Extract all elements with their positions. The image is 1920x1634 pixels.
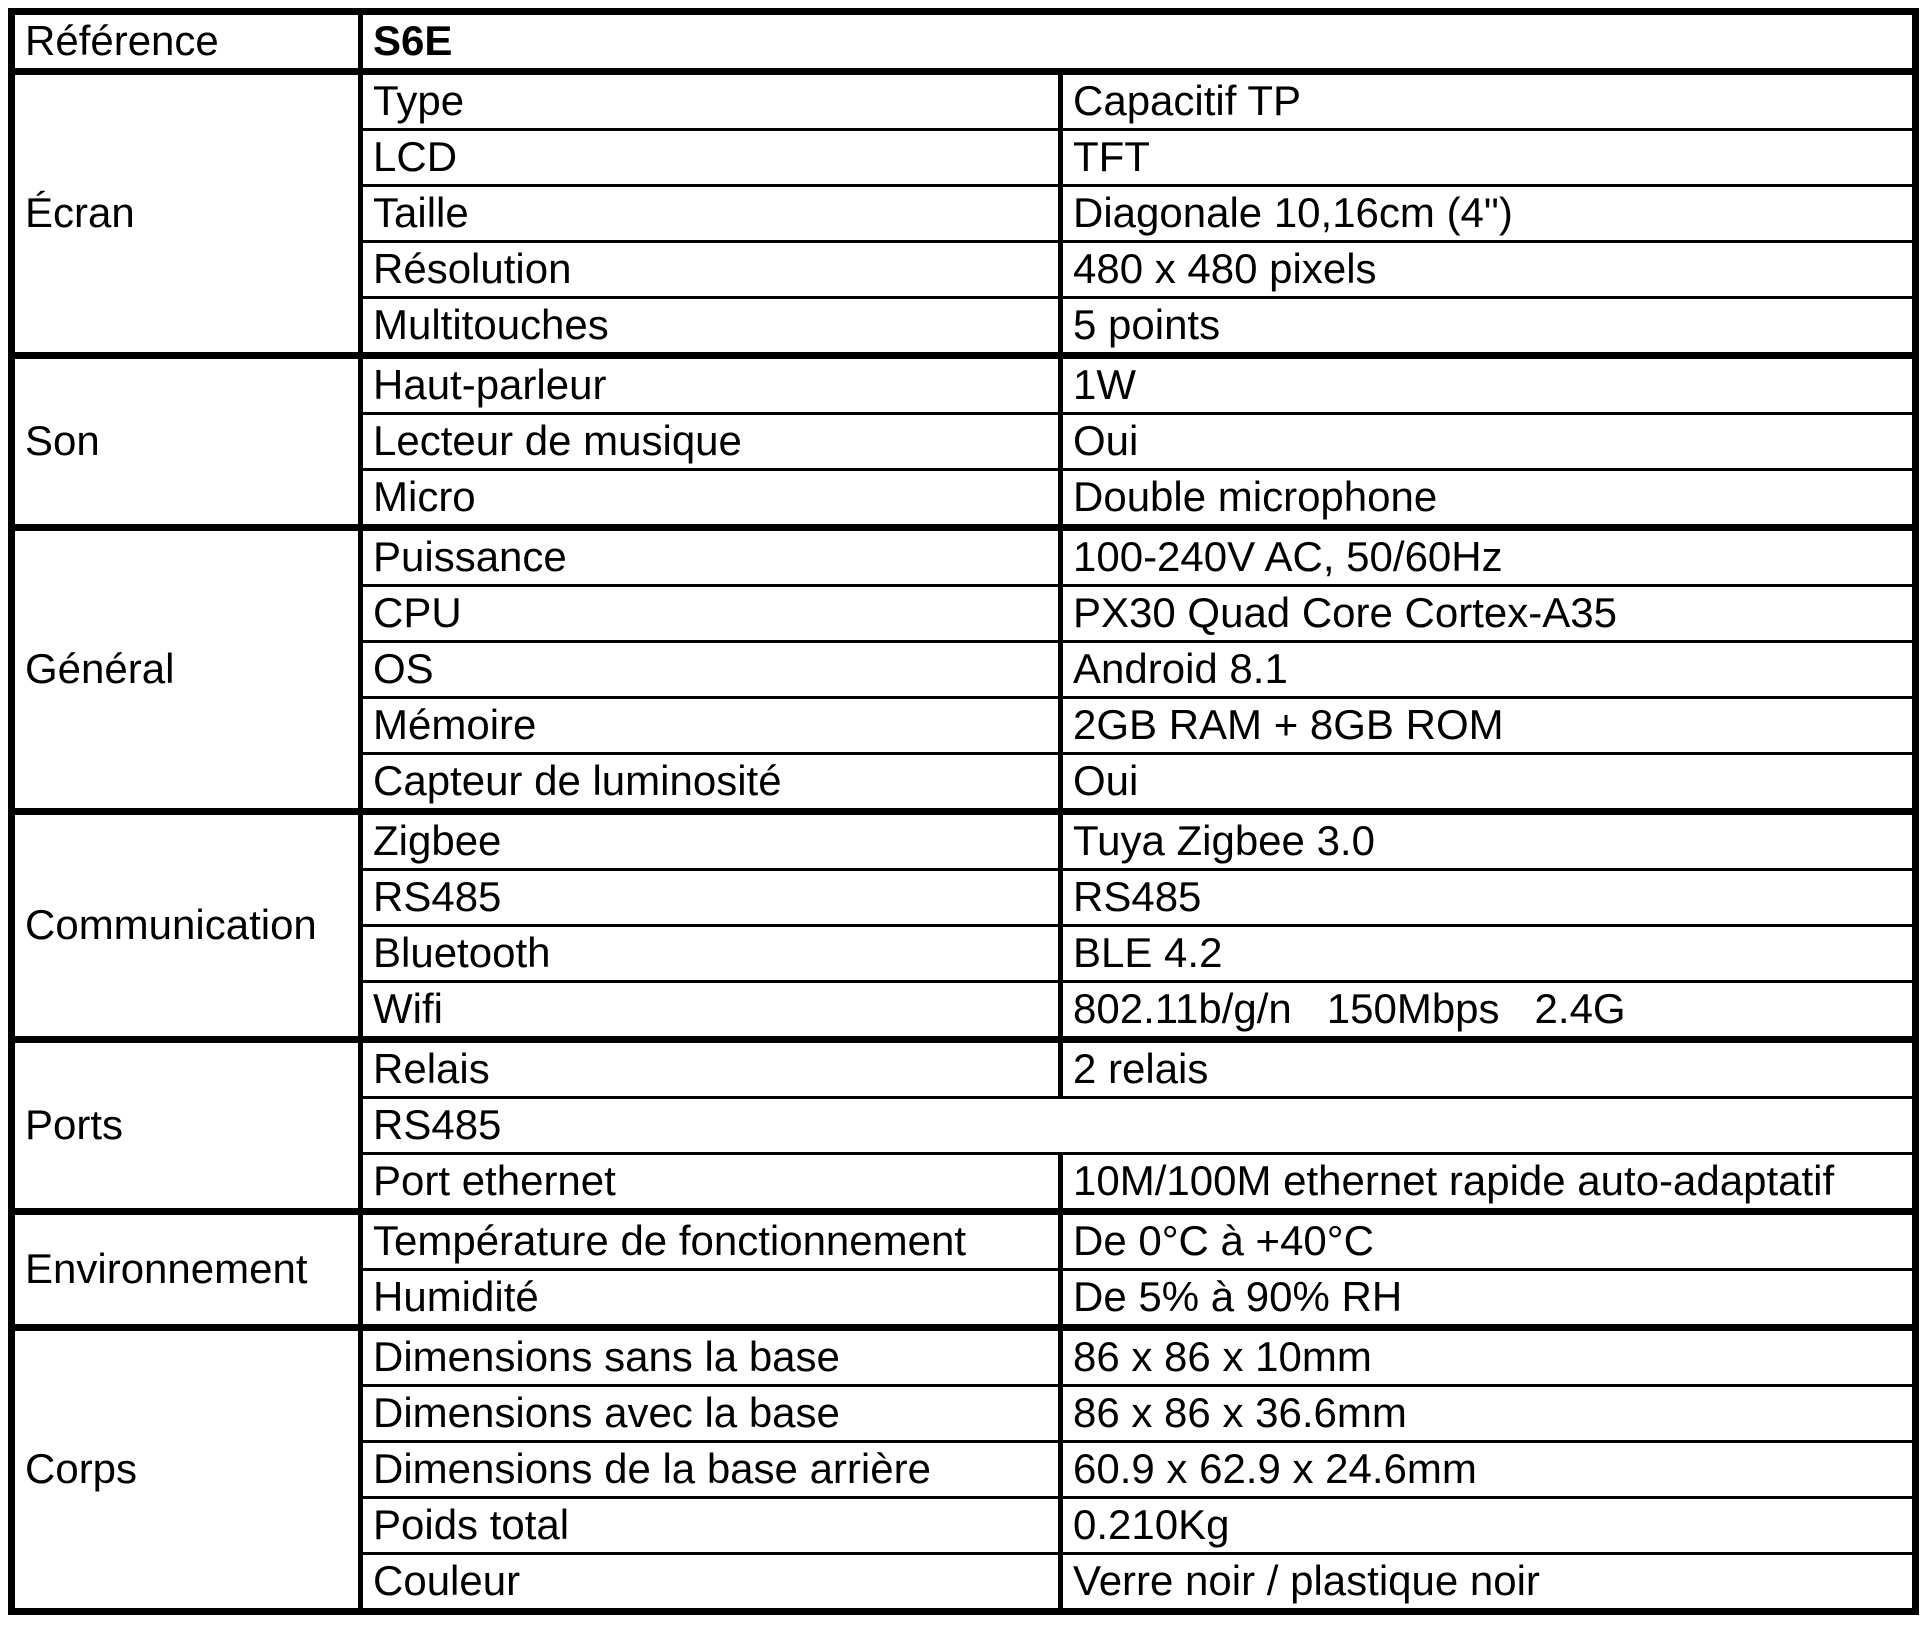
spec-label-cell: Port ethernet [361,1154,1061,1212]
spec-value-cell: 5 points [1061,298,1916,356]
spec-label-cell: RS485 [361,870,1061,926]
spec-label-cell: Mémoire [361,698,1061,754]
category-cell: Son [12,356,361,528]
spec-label-cell: OS [361,642,1061,698]
spec-value-cell: Capacitif TP [1061,72,1916,130]
spec-label-cell: CPU [361,586,1061,642]
reference-row [12,12,1916,72]
category-cell: Écran [12,72,361,356]
spec-row [12,528,1916,586]
spec-table-body [12,12,1916,1612]
spec-label-cell: Puissance [361,528,1061,586]
spec-value-cell: 0.210Kg [1061,1498,1916,1554]
spec-label-cell: Dimensions de la base arrière [361,1442,1061,1498]
spec-label-cell: Lecteur de musique [361,414,1061,470]
spec-value-cell: Android 8.1 [1061,642,1916,698]
product-code: S6E [361,12,1916,72]
spec-value-cell: RS485 [1061,870,1916,926]
spec-value-cell: De 5% à 90% RH [1061,1270,1916,1328]
category-cell: Communication [12,812,361,1040]
spec-label-cell: Poids total [361,1498,1061,1554]
spec-label-cell: Type [361,72,1061,130]
spec-table [8,8,1919,1615]
spec-label-cell: Haut-parleur [361,356,1061,414]
category-cell: Ports [12,1040,361,1212]
spec-label-cell: Bluetooth [361,926,1061,982]
spec-row [12,72,1916,130]
spec-value-cell: Oui [1061,754,1916,812]
spec-value-cell: 86 x 86 x 10mm [1061,1328,1916,1386]
spec-label-cell: Température de fonctionnement [361,1212,1061,1270]
spec-label-cell: Zigbee [361,812,1061,870]
spec-label-cell: Résolution [361,242,1061,298]
spec-value-cell: Double microphone [1061,470,1916,528]
spec-value-cell: 2 relais [1061,1040,1916,1098]
spec-label-cell: Micro [361,470,1061,528]
spec-label-cell: RS485 [361,1098,1916,1154]
spec-value-cell: TFT [1061,130,1916,186]
spec-row [12,356,1916,414]
spec-value-cell: Tuya Zigbee 3.0 [1061,812,1916,870]
spec-label-cell: LCD [361,130,1061,186]
spec-label-cell: Multitouches [361,298,1061,356]
reference-label: Référence [12,12,361,72]
spec-value-cell: 2GB RAM + 8GB ROM [1061,698,1916,754]
spec-value-cell: 480 x 480 pixels [1061,242,1916,298]
spec-value-cell: Oui [1061,414,1916,470]
spec-value-cell: Diagonale 10,16cm (4") [1061,186,1916,242]
category-cell: Général [12,528,361,812]
spec-label-cell: Couleur [361,1554,1061,1612]
spec-value-cell: PX30 Quad Core Cortex-A35 [1061,586,1916,642]
category-cell: Environnement [12,1212,361,1328]
spec-row [12,1040,1916,1098]
spec-row [12,1328,1916,1386]
spec-label-cell: Humidité [361,1270,1061,1328]
spec-value-cell: De 0°C à +40°C [1061,1212,1916,1270]
spec-value-cell: 1W [1061,356,1916,414]
spec-value-cell: 802.11b/g/n 150Mbps 2.4G [1061,982,1916,1040]
spec-row [12,1212,1916,1270]
spec-label-cell: Wifi [361,982,1061,1040]
spec-value-cell: BLE 4.2 [1061,926,1916,982]
spec-row [12,812,1916,870]
spec-label-cell: Dimensions avec la base [361,1386,1061,1442]
spec-label-cell: Dimensions sans la base [361,1328,1061,1386]
spec-label-cell: Capteur de luminosité [361,754,1061,812]
spec-label-cell: Relais [361,1040,1061,1098]
spec-value-cell: 10M/100M ethernet rapide auto-adaptatif [1061,1154,1916,1212]
spec-value-cell: Verre noir / plastique noir [1061,1554,1916,1612]
spec-value-cell: 60.9 x 62.9 x 24.6mm [1061,1442,1916,1498]
category-cell: Corps [12,1328,361,1612]
spec-label-cell: Taille [361,186,1061,242]
spec-value-cell: 86 x 86 x 36.6mm [1061,1386,1916,1442]
spec-value-cell: 100-240V AC, 50/60Hz [1061,528,1916,586]
